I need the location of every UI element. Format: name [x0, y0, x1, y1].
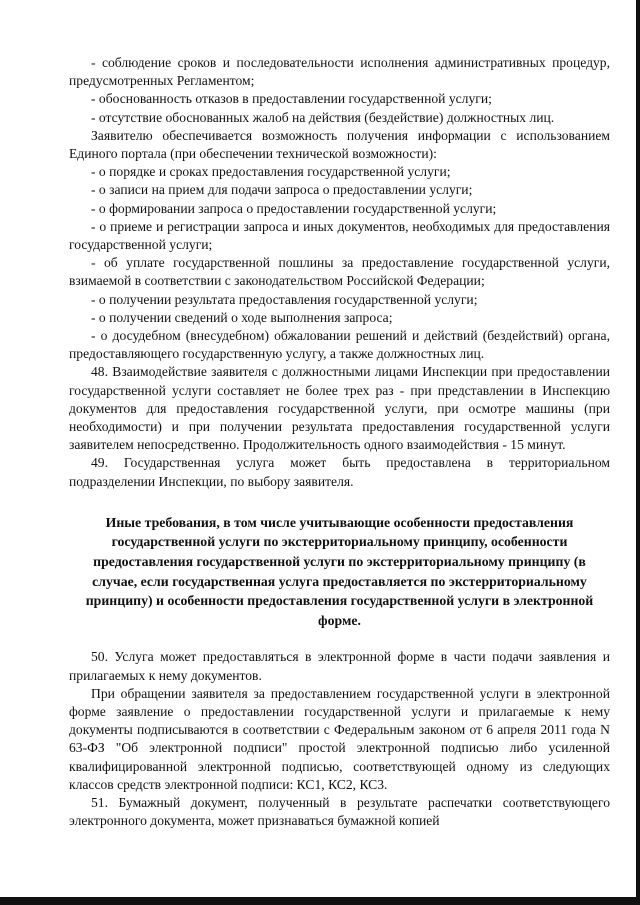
paragraph-deadlines: - соблюдение сроков и последовательности исполнения административных процедур, предусмотренных Регламентом; — [69, 55, 610, 89]
list-item-result: - о получении результата предоставления государственной услуги; — [91, 291, 478, 307]
scan-edge-right — [636, 0, 640, 905]
section-heading: Иные требования, в том числе учитывающие особенности предоставления государственной услуги по экстерриториальному принципу, особенности предоставления государственной услуги по экстерриториальному принципу (в случае, если государственная услуга предоставляется по экстерриториальному принципу) и особенности предоставления государственной услуги в электронной форме. — [85, 514, 594, 628]
paragraph-complaints: - отсутствие обоснованных жалоб на действия (бездействие) должностных лиц. — [91, 109, 555, 125]
scan-edge-bottom — [0, 897, 640, 905]
paragraph-51: 51. Бумажный документ, полученный в результате распечатки соответствующего электронного документа, может признаваться бумажной копией — [69, 795, 610, 829]
list-item-appeal: - о досудебном (внесудебном) обжаловании решений и действий (бездействий) органа, предоставляющего государственную услугу, а также должностных лиц. — [69, 328, 610, 362]
paragraph-portal-info: Заявителю обеспечивается возможность получения информации с использованием Единого портала (при обеспечении технической возможности): — [69, 127, 610, 162]
list-item-appointment: - о записи на прием для подачи запроса о предоставлении услуги; — [91, 182, 473, 198]
paragraph-refusals: - обоснованность отказов в предоставлении государственной услуги; — [91, 91, 492, 107]
paragraph-49: 49. Государственная услуга может быть предоставлена в территориальном подразделении Инспекции, по выбору заявителя. — [69, 455, 610, 489]
paragraph-50: 50. Услуга может предоставляться в электронной форме в части подачи заявления и прилагаемых к нему документов. — [69, 649, 610, 683]
list-item-progress: - о получении сведений о ходе выполнения запроса; — [91, 309, 393, 325]
list-item-registration: - о приеме и регистрации запроса и иных документов, необходимых для предоставления государственной услуги; — [69, 218, 610, 253]
paragraph-48: 48. Взаимодействие заявителя с должностными лицами Инспекции при предоставлении государственной услуги составляет не более трех раз - при представлении в Инспекцию документов для предоставления государственной услуги, при осмотре машины (при необходимости) и при получении результата предоставления государственной услуги заявителем непосредственно. Продолжительность одного взаимодействия - 15 минут. — [69, 364, 610, 453]
list-item-state-fee: - об уплате государственной пошлины за предоставление государственной услуги, взимаемой в соответствии с законодательством Российской Федерации; — [69, 255, 610, 289]
list-item-request-forming: - о формировании запроса о предоставлении государственной услуги; — [91, 200, 497, 216]
paragraph-electronic-signature: При обращении заявителя за предоставлением государственной услуги в электронной форме заявление о предоставлении государственной услуги и прилагаемые к нему документы подписываются в соответствии с Федеральным законом от 6 апреля 2011 года N 63-ФЗ "Об электронной подписи" простой электронной подписью либо усиленной квалифицированной электронной подписью, соответствующей одному из следующих классов средств электронной подписи: КС1, КС2, КС3. — [69, 685, 610, 792]
list-item-procedure: - о порядке и сроках предоставления государственной услуги; — [91, 164, 451, 180]
